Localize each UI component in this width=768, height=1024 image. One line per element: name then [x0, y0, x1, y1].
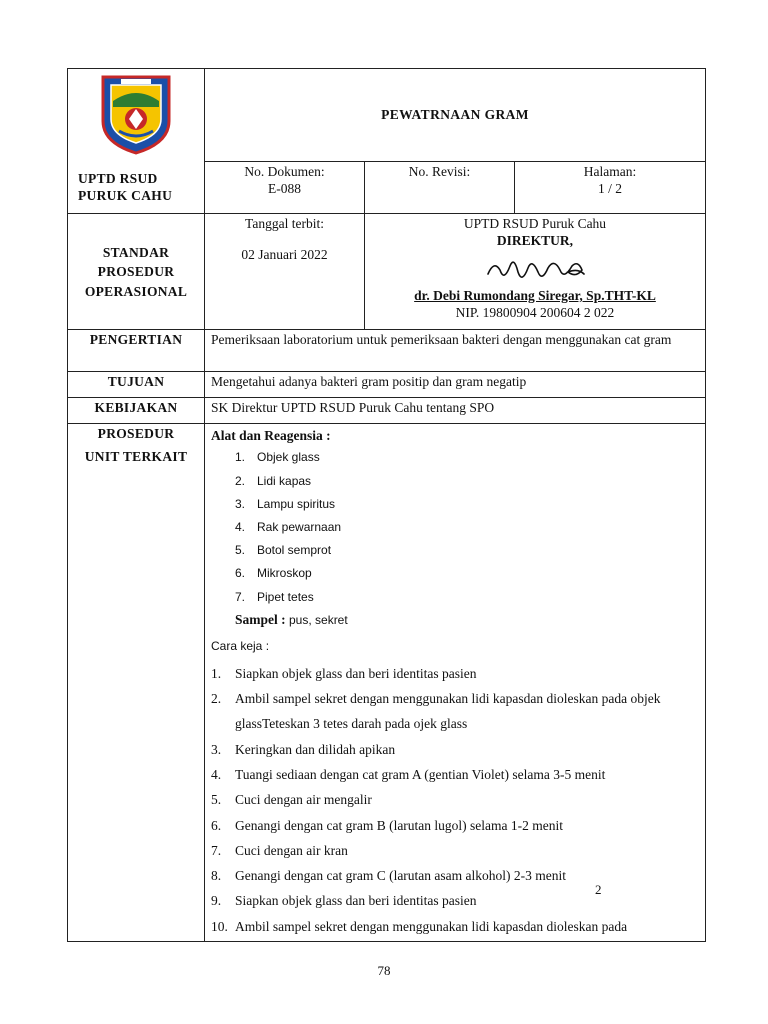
unit-terkait-label: UNIT TERKAIT	[84, 449, 188, 465]
alat-item: 5. Botol semprot	[235, 543, 332, 558]
institution-line-2: PURUK CAHU	[78, 187, 173, 203]
step-item: 10. Ambil sampel sekret dengan menggunakan lidi kapasdan dioleskan pada	[211, 918, 628, 934]
approval-cell	[365, 214, 706, 330]
logo-cell	[68, 69, 205, 162]
stray-page-mark: 2	[595, 882, 602, 897]
page-value: 1 / 2	[597, 181, 622, 197]
sop-label	[68, 214, 205, 330]
prosedur-label: PROSEDUR	[97, 426, 175, 442]
kebijakan-text: SK Direktur UPTD RSUD Puruk Cahu tentang SPO	[205, 398, 706, 424]
alat-item: 3. Lampu spiritus	[235, 496, 336, 511]
prosedur-label-cell	[68, 424, 205, 942]
issue-date-label: Tanggal terbit:	[245, 216, 324, 232]
sampel-line	[211, 609, 699, 631]
pengertian-text: Pemeriksaan laboratorium untuk pemeriksaan bakteri dengan menggunakan cat gram	[205, 330, 706, 372]
cara-heading: Cara keja :	[211, 638, 270, 653]
sop-document-table	[67, 68, 706, 942]
kebijakan-label: KEBIJAKAN	[68, 398, 205, 424]
sop-label-line: PROSEDUR	[97, 264, 175, 280]
alat-item: 6. Mikroskop	[235, 566, 312, 581]
doc-number-value: E-088	[268, 181, 301, 197]
alat-item: 1. Objek glass	[235, 450, 320, 465]
approval-role: DIREKTUR,	[496, 233, 574, 249]
tujuan-text: Mengetahui adanya bakteri gram positip dan gram negatip	[205, 372, 706, 398]
step-item: 7. Cuci dengan air kran	[211, 842, 348, 858]
sampel-label: Sampel :	[235, 611, 286, 627]
pengertian-label: PENGERTIAN	[68, 330, 205, 372]
issue-date-cell	[205, 214, 365, 330]
revision-cell	[365, 162, 515, 214]
doc-number-label: No. Dokumen:	[244, 164, 325, 180]
cara-steps-list	[211, 661, 699, 939]
doc-number-cell	[205, 162, 365, 214]
alat-item: 4. Rak pewarnaan	[235, 519, 342, 534]
page-cell	[515, 162, 706, 214]
tujuan-label: TUJUAN	[68, 372, 205, 398]
procedure-content	[205, 424, 706, 942]
approval-name: dr. Debi Rumondang Siregar, Sp.THT-KL	[414, 288, 656, 304]
step-item: 8. Genangi dengan cat gram C (larutan asam alkohol) 2-3 menit	[211, 868, 567, 884]
alat-item: 7. Pipet tetes	[235, 589, 314, 604]
revision-label: No. Revisi:	[408, 164, 471, 180]
approval-hospital: UPTD RSUD Puruk Cahu	[463, 216, 607, 232]
step-item: 9. Siapkan objek glass dan beri identitas pasien	[211, 893, 477, 909]
step-item: 4. Tuangi sediaan dengan cat gram A (gentian Violet) selama 3-5 menit	[211, 766, 606, 782]
issue-date-value: 02 Januari 2022	[241, 247, 328, 263]
approval-nip: NIP. 19800904 200604 2 022	[455, 305, 615, 320]
alat-list	[211, 446, 699, 608]
regency-shield-logo-icon	[99, 71, 173, 155]
document-title: PEWATRNAAN GRAM	[205, 69, 706, 162]
step-item: 5. Cuci dengan air mengalir	[211, 792, 372, 808]
alat-heading: Alat dan Reagensia :	[211, 428, 331, 444]
page-number: 78	[377, 963, 391, 978]
sop-label-line: OPERASIONAL	[84, 283, 188, 299]
page-label: Halaman:	[583, 164, 637, 180]
signature-icon	[480, 252, 590, 288]
alat-item: 2. Lidi kapas	[235, 473, 312, 488]
step-item: 3. Keringkan dan dilidah apikan	[211, 741, 396, 757]
sop-label-line: STANDAR	[102, 244, 170, 260]
step-item: 2. Ambil sampel sekret dengan menggunakan lidi kapasdan dioleskan pada objek glassTeteskan 3 tetes darah pada ojek glass	[211, 691, 661, 732]
sampel-value: pus, sekret	[289, 612, 348, 627]
step-item: 6. Genangi dengan cat gram B (larutan lugol) selama 1-2 menit	[211, 817, 564, 833]
institution-name	[68, 162, 205, 214]
institution-line-1: UPTD RSUD	[78, 170, 158, 186]
step-item: 1. Siapkan objek glass dan beri identitas pasien	[211, 665, 477, 681]
